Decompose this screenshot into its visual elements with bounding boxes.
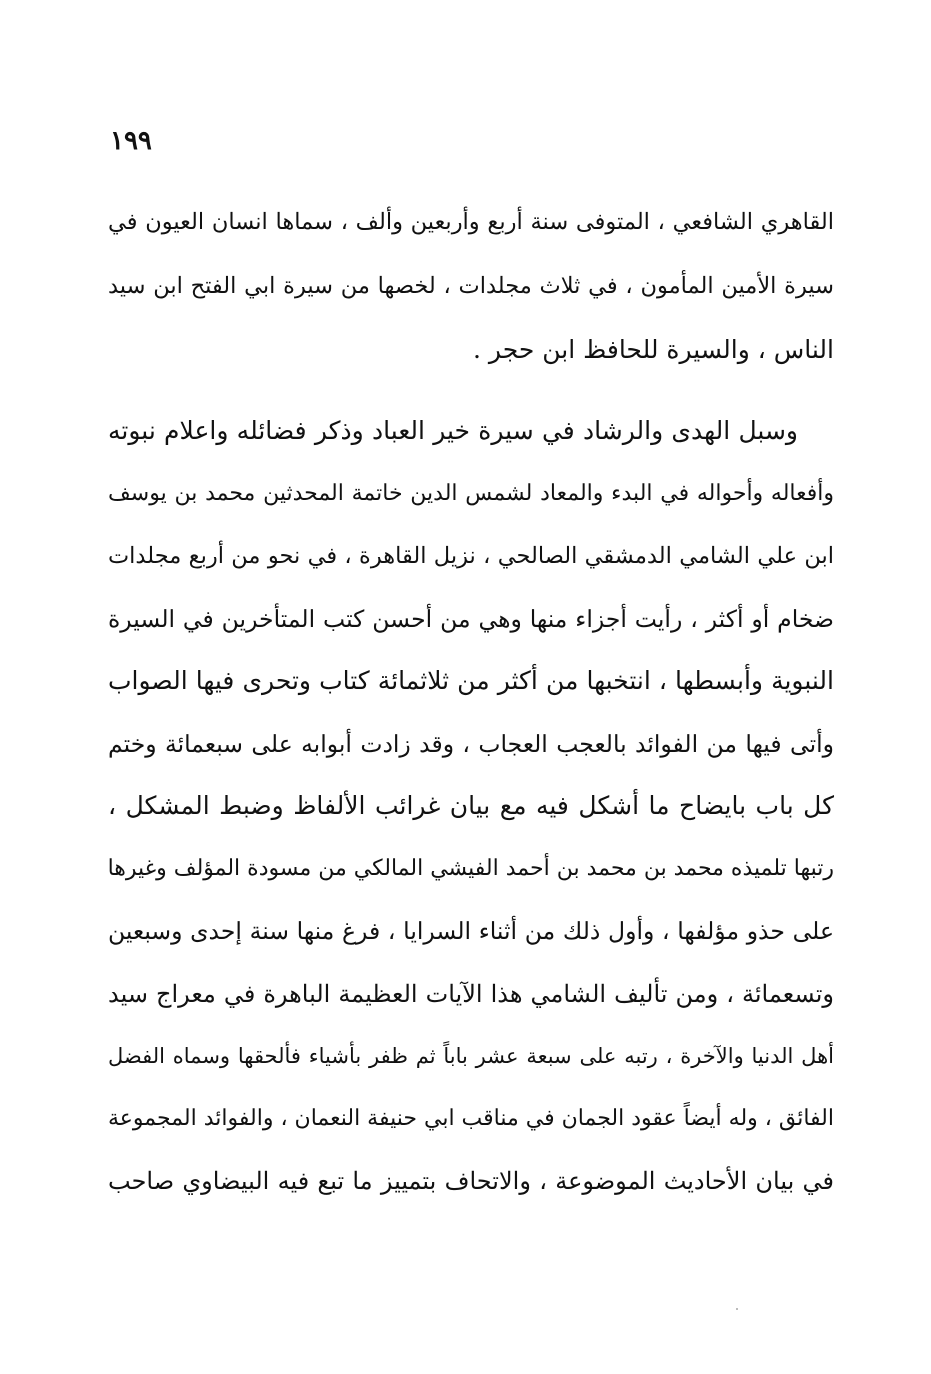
text-line: الناس ، والسيرة للحافظ ابن حجر .: [473, 335, 834, 364]
text-line: وسبل الهدى والرشاد في سيرة خير العباد وذكر فضائله واعلام نبوته: [108, 416, 798, 445]
paragraph-2: [108, 400, 834, 1213]
text-line: رتبها تلميذه محمد بن محمد بن أحمد الفيشي المالكي من مسودة المؤلف وغيرها: [107, 855, 834, 881]
text-line: القاهري الشافعي ، المتوفى سنة أربع وأربعين وألف ، سماها انسان العيون في: [108, 209, 834, 235]
text-line: وأتى فيها من الفوائد بالعجب العجاب ، وقد زادت أبوابه على سبعمائة وختم: [108, 729, 834, 758]
text-line: أهل الدنيا والآخرة ، رتبه على سبعة عشر باباً ثم ظفر بأشياء فألحقها وسماه الفضل: [108, 1044, 834, 1068]
text-line: النبوية وأبسطها ، انتخبها من أكثر من ثلاثمائة كتاب وتحرى فيها الصواب: [108, 666, 834, 695]
text-line: وتسعمائة ، ومن تأليف الشامي هذا الآيات العظيمة الباهرة في معراج سيد: [108, 979, 834, 1008]
scan-speck: [736, 1308, 738, 1310]
text-line: الفائق ، وله أيضاً عقود الجمان في مناقب ابي حنيفة النعمان ، والفوائد المجموعة: [108, 1105, 834, 1131]
text-line: في بيان الأحاديث الموضوعة ، والاتحاف بتمييز ما تبع فيه البيضاوي صاحب: [108, 1167, 834, 1195]
paragraph-1: [108, 190, 834, 382]
text-line: وأفعاله وأحواله في البدء والمعاد لشمس الدين خاتمة المحدثين محمد بن يوسف: [108, 480, 834, 506]
text-line: كل باب بايضاح ما أشكل فيه مع بيان غرائب الألفاظ وضبط المشكل ،: [108, 791, 834, 820]
text-line: ضخام أو أكثر ، رأيت أجزاء منها وهي من أحسن كتب المتأخرين في السيرة: [108, 604, 834, 633]
text-line: ابن علي الشامي الدمشقي الصالحي ، نزيل القاهرة ، في نحو من أربع مجلدات: [108, 543, 834, 569]
text-line: سيرة الأمين المأمون ، في ثلاث مجلدات ، لخصها من سيرة ابي الفتح ابن سيد: [108, 273, 834, 299]
text-line: على حذو مؤلفها ، وأول ذلك من أثناء السرايا ، فرغ منها سنة إحدى وسبعين: [108, 917, 834, 945]
page-number: ١٩٩: [110, 126, 152, 156]
